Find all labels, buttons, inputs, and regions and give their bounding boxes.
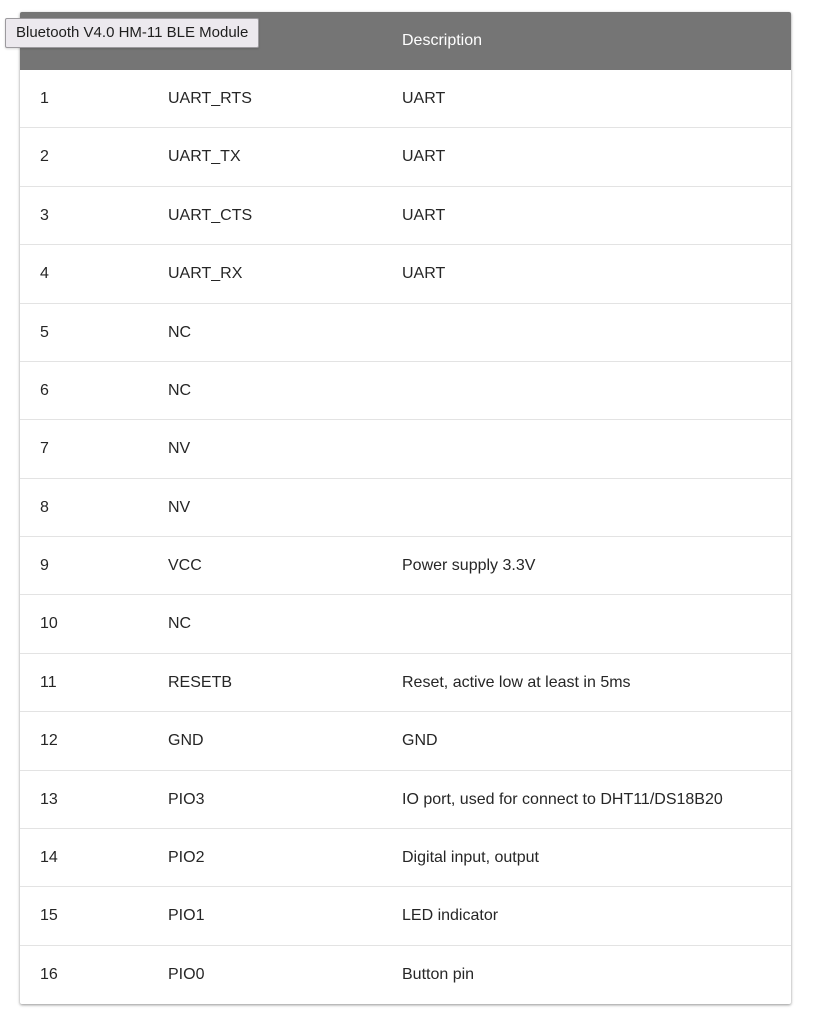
pin-description-cell: UART (402, 206, 446, 224)
pin-description-cell: Reset, active low at least in 5ms (402, 673, 631, 691)
table-row (20, 595, 791, 653)
pin-number-cell: 7 (40, 440, 49, 458)
pin-number-cell: 8 (40, 498, 49, 516)
pin-number-cell: 10 (40, 615, 58, 633)
pin-name-cell: VCC (168, 557, 202, 574)
pin-number-cell: 11 (40, 673, 57, 691)
pin-table (20, 12, 791, 1004)
pin-number-cell: 2 (40, 148, 49, 166)
pin-name-cell: NC (168, 323, 192, 341)
pin-name-cell: PIO0 (168, 965, 205, 983)
table-row (20, 946, 791, 1004)
pin-description-cell: GND (402, 732, 438, 750)
table-row (20, 362, 791, 420)
pin-name-cell: UART_TX (168, 148, 241, 166)
pin-name-cell: PIO2 (168, 848, 205, 866)
pin-description-cell: Power supply 3.3V (402, 557, 536, 574)
table-row (20, 887, 791, 945)
pin-number-cell: 4 (40, 265, 49, 283)
pin-description-cell: UART (402, 265, 446, 283)
pin-description-cell: UART (402, 90, 446, 107)
pin-name-cell: RESETB (168, 673, 233, 691)
pin-number-cell: 15 (40, 907, 58, 925)
table-row (20, 304, 791, 362)
pin-number-cell: 13 (40, 790, 58, 808)
pin-description-cell: Button pin (402, 965, 475, 983)
table-row (20, 654, 791, 712)
table-body (20, 70, 791, 1004)
pin-number-cell: 12 (40, 732, 58, 750)
pin-name-cell: UART_RTS (168, 90, 252, 107)
pin-description-cell: UART (402, 148, 446, 166)
tooltip: Bluetooth V4.0 HM-11 BLE Module (5, 18, 259, 48)
header-description: Description (402, 32, 483, 49)
table-row (20, 187, 791, 245)
table-row (20, 537, 791, 595)
table-row (20, 420, 791, 478)
pin-name-cell: UART_CTS (168, 206, 253, 224)
pin-name-cell: PIO1 (168, 907, 205, 925)
pin-number-cell: 3 (40, 206, 49, 224)
pin-name-cell: PIO3 (168, 790, 205, 808)
table-row (20, 771, 791, 829)
pin-number-cell: 14 (40, 848, 58, 866)
pin-number-cell: 6 (40, 381, 49, 399)
table-row (20, 829, 791, 887)
pin-description-cell: Digital input, output (402, 848, 539, 866)
table-row (20, 128, 791, 186)
pin-name-cell: NV (168, 498, 191, 516)
pin-name-cell: NC (168, 381, 192, 399)
table-row (20, 245, 791, 303)
pin-description-cell: LED indicator (402, 907, 499, 925)
pin-name-cell: UART_RX (168, 265, 243, 283)
pin-number-cell: 5 (40, 323, 49, 341)
table-row (20, 479, 791, 537)
pin-name-cell: GND (168, 732, 204, 750)
pin-name-cell: NC (168, 615, 192, 633)
pin-number-cell: 1 (40, 90, 49, 107)
table-row (20, 712, 791, 770)
pin-number-cell: 16 (40, 965, 58, 983)
table-row (20, 70, 791, 128)
pin-name-cell: NV (168, 440, 191, 458)
pin-description-cell: IO port, used for connect to DHT11/DS18B20 (402, 790, 723, 808)
pin-number-cell: 9 (40, 557, 49, 574)
